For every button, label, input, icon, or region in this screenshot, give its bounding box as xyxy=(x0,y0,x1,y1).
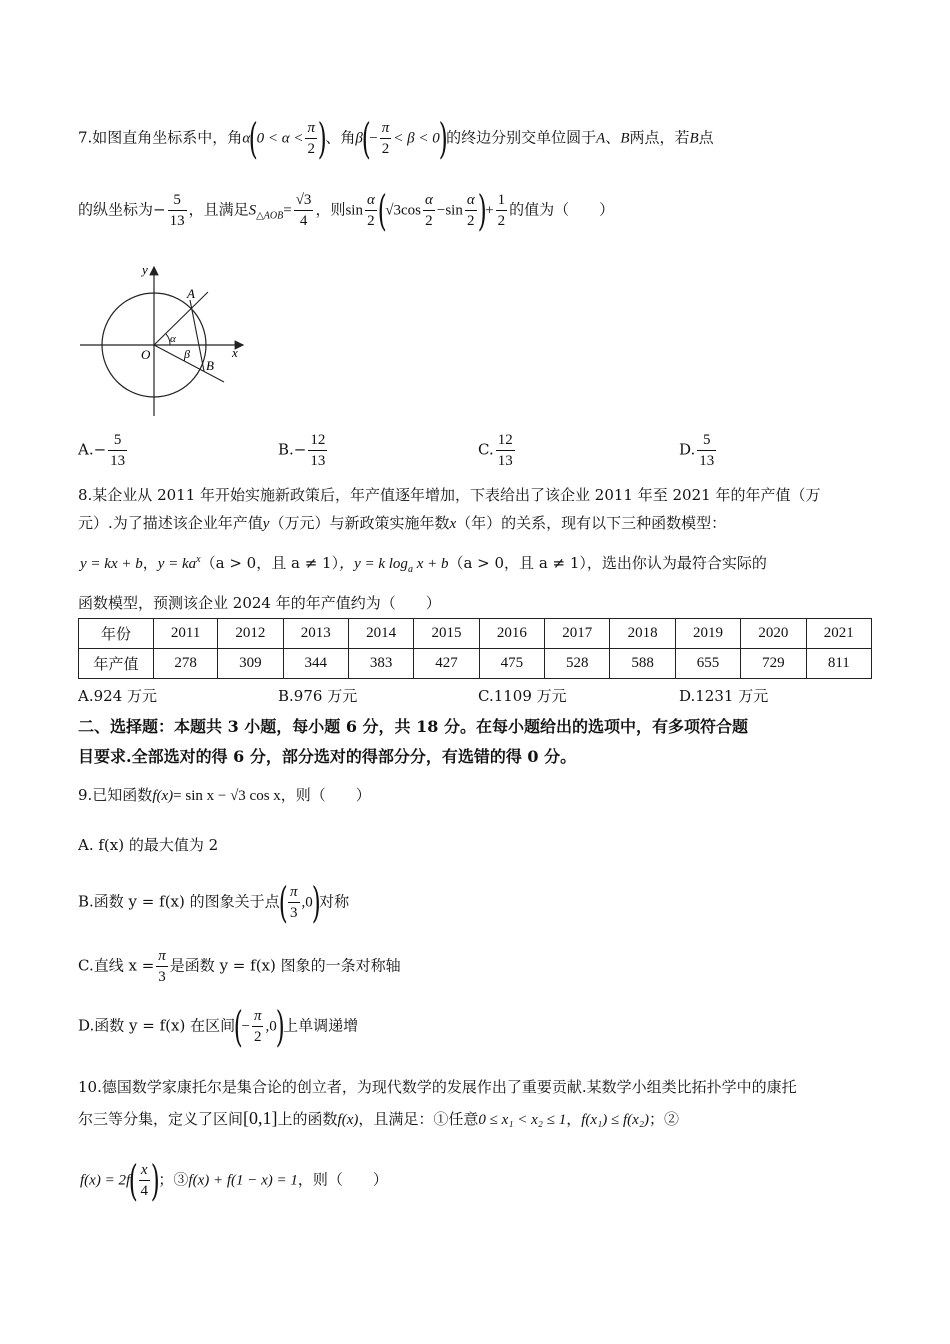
table-cell: 2015 xyxy=(414,619,479,649)
chord-ab xyxy=(190,300,204,371)
q8-line1: 8.某企业从 2011 年开始实施新政策后，年产值逐年增加，下表给出了该企业 2011 年至 2021 年的年产值（万 xyxy=(78,486,821,504)
table-cell: 588 xyxy=(610,649,675,679)
q9-option-d[interactable]: D.函数 y = f(x) 在区间(− $\frac{\pi}{2}$ ,0)上单调递增 xyxy=(78,1001,359,1051)
table-cell: 427 xyxy=(414,649,479,679)
frac-pi-2: $\frac{\pi}{2}$ xyxy=(307,120,315,157)
table-cell: 475 xyxy=(479,649,544,679)
section2-line2: 目要求.全部选对的得 6 分，部分选对的得部分分，有选错的得 0 分。 xyxy=(78,747,577,766)
q9-option-a[interactable]: A. f(x) 的最大值为 2 xyxy=(78,836,219,854)
q7-line2: 的纵坐标为− $\frac{5}{13}$ ，且满足$S_{\triangle AOB}=$ $\frac{√3}{4}$ ，则sin $\frac{\alpha}{2}$ (√3cos $\frac{\alpha}{2}$ −sin $\frac{\alpha}{2}$ )+ $\frac{1}{2}$ 的值为（ ） xyxy=(78,185,615,235)
label-beta: β xyxy=(184,347,190,361)
q7-line1: 7.如图直角坐标系中，角α(0 < α < $\frac{\pi}{2}$ )、角β(− $\frac{\pi}{2}$ < β < 0)的终边分别交单位圆于A、B两点，若B点 xyxy=(78,113,714,163)
frac-5-13: $\frac{5}{13}$ xyxy=(169,192,185,229)
table-cell: 383 xyxy=(348,649,413,679)
q7-option-c[interactable]: C. $\frac{12}{13}$ xyxy=(478,432,513,469)
frac-pi-2b: $\frac{\pi}{2}$ xyxy=(381,120,390,157)
table-cell: 655 xyxy=(675,649,740,679)
label-alpha: α xyxy=(170,333,176,345)
table-cell: 309 xyxy=(218,649,283,679)
unit-circle-figure xyxy=(78,262,253,420)
q10-line2: 尔三等分集，定义了区间[0,1]上的函数f(x)，且满足：①任意0 ≤ x₁ < x₂ ≤ 1，f(x₁) ≤ f(x₂)；② xyxy=(78,1108,680,1128)
q9-stem: 9.已知函数f(x)= sin x − √3 cos x，则（ ） xyxy=(78,786,371,804)
table-cell: 2014 xyxy=(348,619,413,649)
q8-option-d[interactable]: D.1231 万元 xyxy=(679,687,769,705)
table-head-value: 年产值 xyxy=(79,649,154,679)
q10-line1: 10.德国数学家康托尔是集合论的创立者，为现代数学的发展作出了重要贡献.某数学小组类比拓扑学中的康托 xyxy=(78,1078,797,1096)
section2-line1: 二、选择题：本题共 3 小题，每小题 6 分，共 18 分。在每小题给出的选项中，有多项符合题 xyxy=(78,717,748,736)
q8-option-b[interactable]: B.976 万元 xyxy=(278,687,358,705)
table-row-values xyxy=(79,649,872,679)
q8-line4: 函数模型，预测该企业 2024 年的年产值约为（ ） xyxy=(78,594,441,612)
table-cell: 528 xyxy=(545,649,610,679)
table-cell: 2021 xyxy=(806,619,871,649)
table-cell: 2016 xyxy=(479,619,544,649)
label-a: A xyxy=(187,286,195,301)
table-cell: 2013 xyxy=(283,619,348,649)
label-b: B xyxy=(206,358,214,373)
label-y: y xyxy=(142,262,148,277)
q9-option-b[interactable]: B.函数 y = f(x) 的图象关于点( $\frac{\pi}{3}$ ,0)对称 xyxy=(78,877,350,927)
q9-option-c[interactable]: C.直线 x = $\frac{\pi}{3}$ 是函数 y = f(x) 图象的一条对称轴 xyxy=(78,948,401,985)
q8-data-table xyxy=(78,618,872,679)
table-cell: 811 xyxy=(806,649,871,679)
q10-line3: f(x) = 2f( $\frac{x}{4}$ )；③f(x) + f(1 − x) = 1，则（ ） xyxy=(80,1155,388,1205)
q8-models: y = kx + b，$y = ka^x(a > 0$，且 a ≠ 1），y = k $\log_a x + b(a > 0$，且 a ≠ 1），选出你认为最符合实际的 xyxy=(80,554,767,575)
table-cell: 2020 xyxy=(741,619,806,649)
q8-option-a[interactable]: A.924 万元 xyxy=(78,687,157,705)
table-cell: 2019 xyxy=(675,619,740,649)
q7-option-b[interactable]: B.− $\frac{12}{13}$ xyxy=(278,432,326,469)
table-cell: 2017 xyxy=(545,619,610,649)
q7-option-d[interactable]: D. $\frac{5}{13}$ xyxy=(679,432,715,469)
table-cell: 2011 xyxy=(154,619,218,649)
table-cell: 278 xyxy=(154,649,218,679)
table-cell: 2012 xyxy=(218,619,283,649)
table-head-year: 年份 xyxy=(79,619,154,649)
table-cell: 344 xyxy=(283,649,348,679)
label-o: O xyxy=(141,347,151,362)
table-cell: 729 xyxy=(741,649,806,679)
q8-option-c[interactable]: C.1109 万元 xyxy=(478,687,567,705)
label-x: x xyxy=(232,345,238,360)
table-row-years xyxy=(79,619,872,649)
table-cell: 2018 xyxy=(610,619,675,649)
q8-line2: 元）.为了描述该企业年产值y（万元）与新政策实施年数x（年）的关系，现有以下三种函数模型： xyxy=(78,514,727,532)
frac-sqrt3-4: $\frac{√3}{4}$ xyxy=(295,192,312,229)
q7-option-a[interactable]: A.− $\frac{5}{13}$ xyxy=(78,432,126,469)
